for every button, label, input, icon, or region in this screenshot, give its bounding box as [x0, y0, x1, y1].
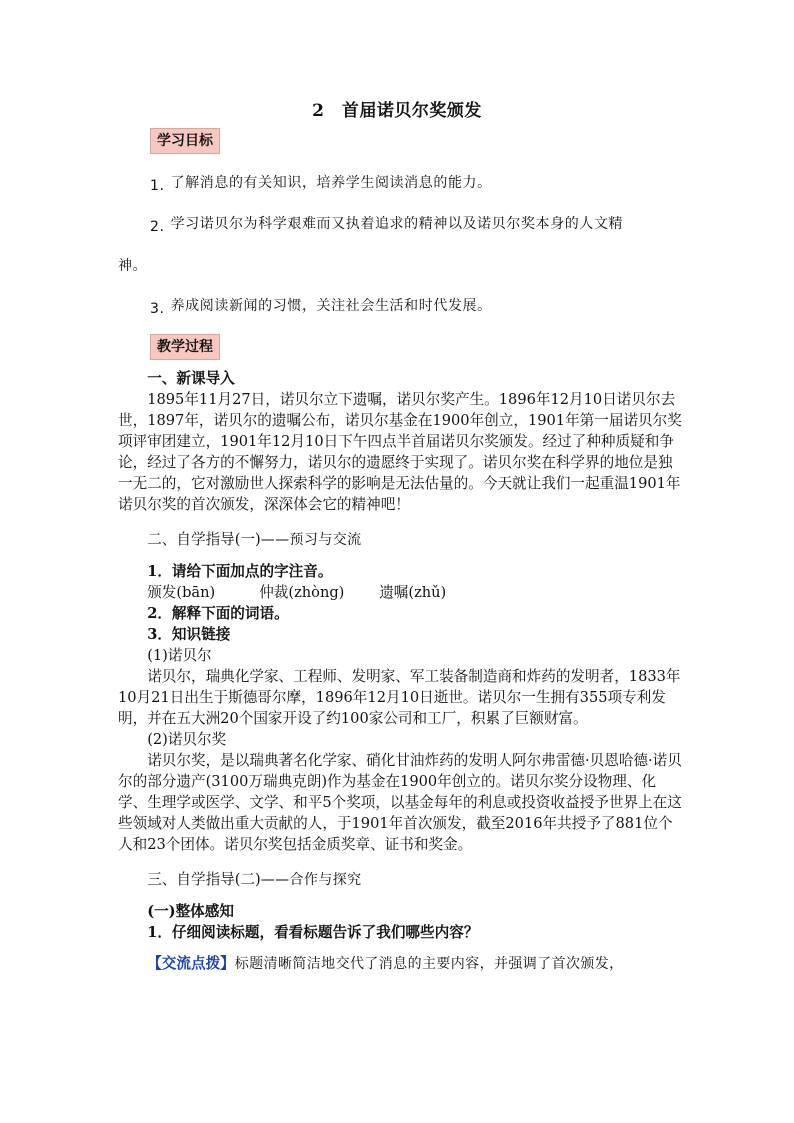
- knowledge-sub-2: (2)诺贝尔奖: [147, 731, 227, 748]
- goal-text: 了解消息的有关知识，培养学生阅读消息的能力。: [170, 175, 492, 191]
- section-badge-learning-goals: 学习目标: [150, 128, 220, 154]
- goal-item-2-continuation: 神。: [118, 258, 148, 274]
- part2-heading-rest: ——预习与交流: [260, 532, 362, 548]
- knowledge-sub-1-body: 诺贝尔，瑞典化学家、工程师、发明家、军工装备制造商和炸药的发明者，1833年10月21日出生于斯德哥尔摩，1896年12月10日逝世。诺贝尔一生拥有355项专利发明，并在五大洲20个国家开设了约100家公司和工厂，积累了巨额财富。: [118, 668, 681, 727]
- goal-text: 学习诺贝尔为科学艰难而又执着追求的精神以及诺贝尔奖本身的人文精: [170, 216, 624, 232]
- part3-heading: [118, 869, 684, 891]
- goal-number: 3.: [150, 301, 165, 317]
- part3-heading-rest: ——合作与探究: [260, 872, 362, 888]
- part1-body: 1895年11月27日，诺贝尔立下遗嘱，诺贝尔奖产生。1896年12月10日诺贝尔去世，1897年，诺贝尔的遗嘱公布，诺贝尔基金在1900年创立，1901年第一届诺贝尔奖项评审团建立，1901年12月10日下午四点半首届诺贝尔奖颁发。经过了种种质疑和争论，经过了各方的不懈努力，诺贝尔的遗愿终于实现了。诺贝尔奖在科学界的地位是独一无二的，它对激励世人探索科学的影响是无法估量的。今天就让我们一起重温1901年诺贝尔奖的首次颁发，深深体会它的精神吧！: [118, 391, 682, 513]
- part2-question-2: 2．解释下面的词语。: [147, 605, 289, 622]
- exchange-tag: 【交流点拨】: [147, 955, 235, 972]
- pinyin-word-3: 遗嘱(zhǔ): [379, 584, 447, 601]
- part2-question-1: 1．请给下面加点的字注音。: [147, 563, 333, 580]
- pinyin-word-2: 仲裁(zhòng): [259, 584, 345, 601]
- part1-heading: 一、新课导入: [147, 370, 235, 387]
- goal-item-1: [150, 172, 492, 192]
- part3-heading-bold: 三、自学指导(二): [147, 871, 261, 888]
- goal-item-3: [150, 295, 492, 315]
- page-title: 2 首届诺贝尔奖颁发: [312, 101, 482, 121]
- pinyin-word-1: 颁发(bān): [147, 584, 216, 601]
- main-content: [118, 368, 684, 975]
- goal-text: 养成阅读新闻的习惯，关注社会生活和时代发展。: [170, 298, 492, 314]
- answer-text: 标题清晰简洁地交代了消息的主要内容，并强调了首次颁发，: [234, 956, 624, 972]
- goal-number: 1.: [150, 178, 165, 194]
- knowledge-sub-2-body: 诺贝尔奖，是以瑞典著名化学家、硝化甘油炸药的发明人阿尔弗雷德·贝恩哈德·诺贝尔的部分遗产(3100万瑞典克朗)作为基金在1900年创立的。诺贝尔奖分设物理、化学、生理学或医学、文学、和平5个奖项，以基金每年的利息或投资收益授予世界上在这些领域对人类做出重大贡献的人，于1901年首次颁发，截至2016年共授予了881位个人和23个团体。诺贝尔奖包括金质奖章、证书和奖金。: [118, 752, 682, 853]
- part3-subhead: (一)整体感知: [147, 903, 234, 920]
- pinyin-row: [118, 582, 684, 603]
- part3-answer: [118, 953, 684, 975]
- goal-number: 2.: [150, 219, 165, 235]
- goal-item-2: [150, 213, 623, 233]
- part2-question-3: 3．知识链接: [147, 626, 231, 643]
- part2-heading-bold: 二、自学指导(一): [147, 531, 261, 548]
- part3-question-1: 1．仔细阅读标题，看看标题告诉了我们哪些内容？: [147, 924, 479, 941]
- part2-heading: [118, 529, 684, 551]
- knowledge-sub-1: (1)诺贝尔: [147, 647, 212, 664]
- section-badge-teaching-process: 教学过程: [150, 334, 220, 360]
